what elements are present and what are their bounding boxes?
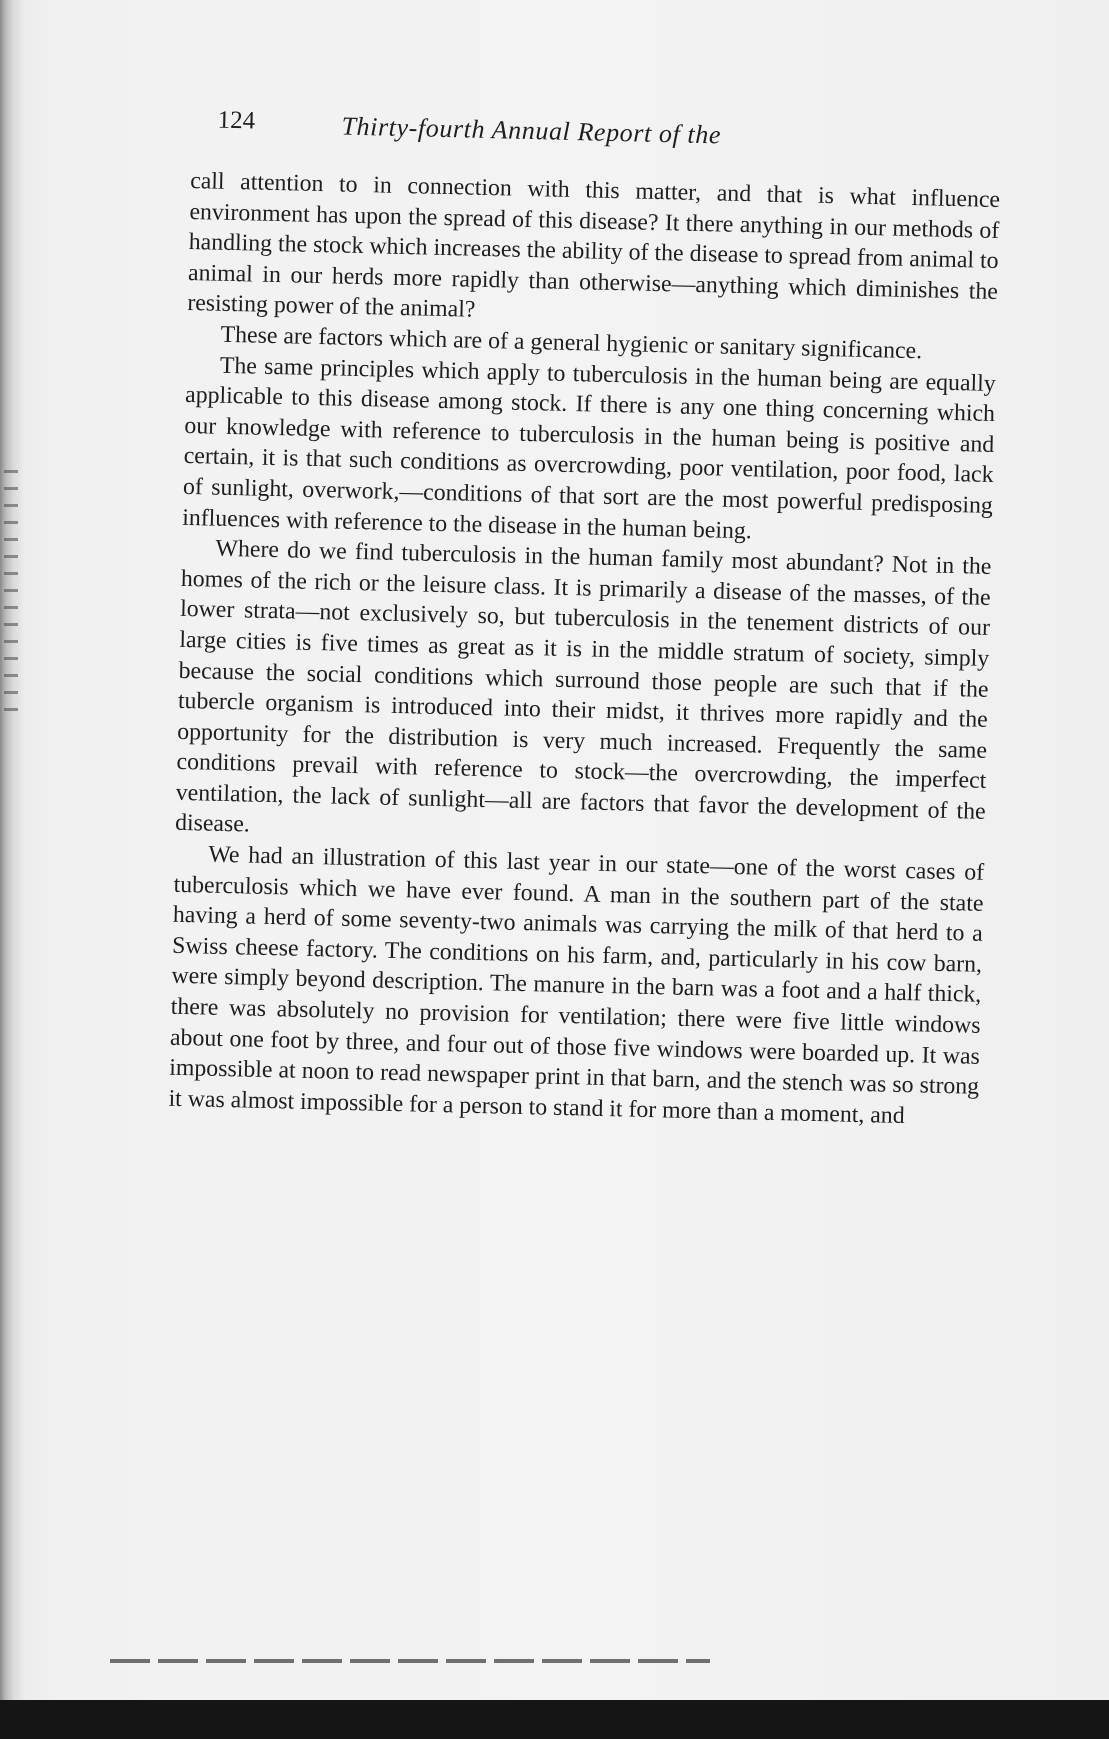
running-head: Thirty-fourth Annual Report of the — [341, 111, 722, 150]
paragraph-continued: call attention to in connection with this matter, and that is what influence environment has upon the spread of this disease? It there anything in our methods of handling the stock which increases the ability of the disease to spread from animal to animal in our herds more rapidly than otherwise—anything which diminishes the resisting power of the animal? — [187, 167, 1001, 324]
page-number: 124 — [217, 106, 256, 135]
page-content — [168, 106, 1002, 1133]
page-header — [191, 106, 1002, 171]
bottom-rule — [110, 1659, 710, 1663]
paragraph: These are factors which are of a general hygienic or sanitary significance. — [220, 321, 923, 365]
paragraph: We had an illustration of this last year in our state—one of the worst cases of tuberculosis which we have ever found. A man in the southern part of the state having a herd of some seventy-two animals was carrying the milk of that herd to a Swiss cheese factory. The conditions on his farm, and, particularly in his cow barn, were simply beyond description. The manure in the barn was a foot and a half thick, there was absolutely no provision for ventilation; there were five little windows about one foot by three, and four out of those five windows were boarded up. It was impossible at noon to read newspaper print in that barn, and the stench was so strong it was almost impossible for a person to stand it for more than a moment, and — [168, 841, 985, 1129]
paragraph: The same principles which apply to tuberculosis in the human being are equally applicable to this disease among stock. If there is any one thing concerning which our knowledge with reference to tuberculosis in the human being is positive and certain, it is that such conditions as overcrowding, poor ventilation, poor food, lack of sunlight, overwork,—conditions of that sort are the most powerful predisposing influences with reference to the disease in the human being. — [181, 352, 996, 544]
binding-edge — [0, 0, 22, 1700]
scan-bottom-border — [0, 1700, 1109, 1739]
body-text — [168, 166, 1000, 1133]
binding-stitch-marks — [4, 470, 18, 720]
paragraph: Where do we find tuberculosis in the human family most abundant? Not in the homes of the rich or the leisure class. It is primarily a disease of the masses, of the lower strata—not exclusively so, but tuberculosis in the tenement districts of our large cities is five times as great as it is in the middle stratum of society, simply because the social conditions which surround those people are such that if the tubercle organism is introduced into their midst, it thrives more rapidly and the opportunity for the distribution is very much increased. Frequently the same conditions prevail with reference to stock—the overcrowding, the imperfect ventilation, the lack of sunlight—all are factors that favor the development of the disease. — [174, 535, 992, 839]
